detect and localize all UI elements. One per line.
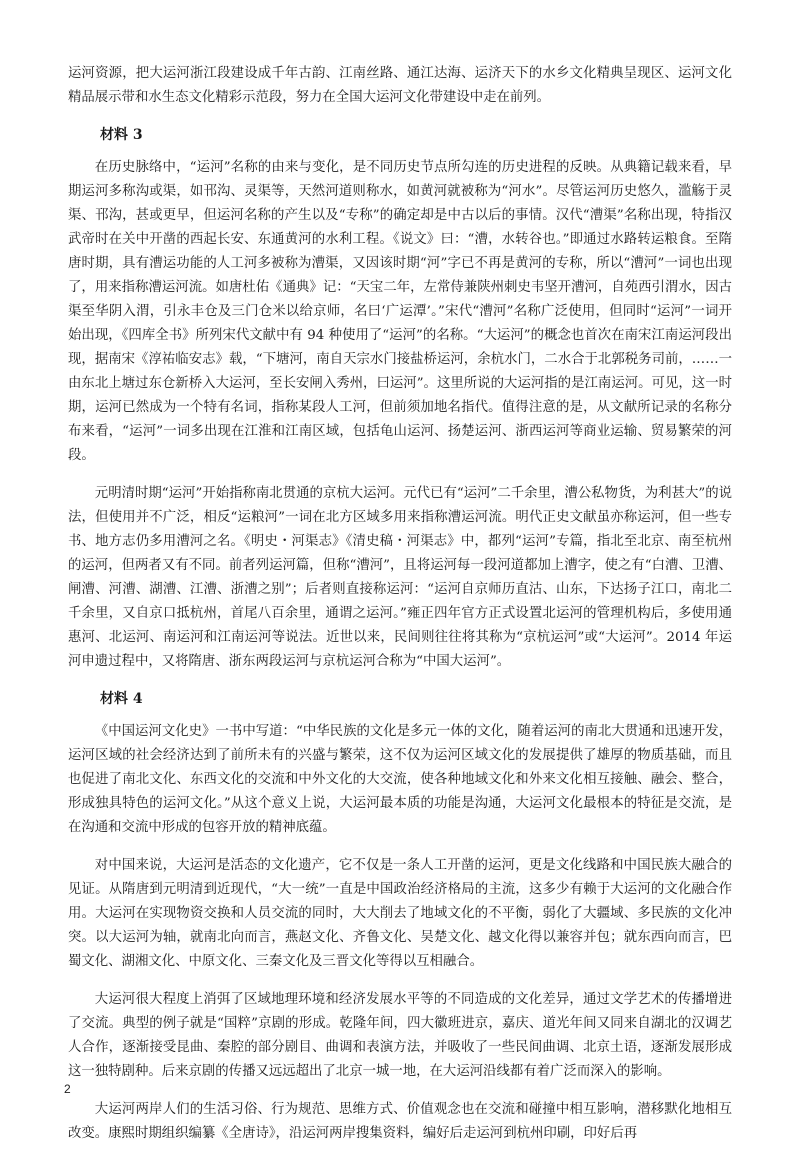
- page-content: [68, 62, 732, 1160]
- material-4-paragraph: 大运河很大程度上消弭了区域地理环境和经济发展水平等的不同造成的文化差异，通过文学艺术的传播增进了交流。典型的例子就是“国粹”京剧的形成。乾隆年间，四大徽班进京，嘉庆、道光年间又同来自湖北的汉调艺人合作，逐渐接受昆曲、秦腔的部分剧目、曲调和表演方法，并吸收了一些民间曲调、北京土语，逐渐发展形成这一独特剧种。后来京剧的传播又远远超出了北京一城一地，在大运河沿线都有着广泛而深入的影响。: [68, 992, 732, 1079]
- material-3-paragraph: 元明清时期“运河”开始指称南北贯通的京杭大运河。元代已有“运河”二千余里，漕公私物货，为利甚大”的说法，但使用并不广泛，相反“运粮河”一词在北方区域多用来指称漕运河流。明代正史文献虽亦称运河，但一些专书、地方志仍多用漕河之名。《明史・河渠志》《清史稿・河渠志》中，都列“运河”专篇，指北至北京、南至杭州的运河，但两者又有不同。前者列运河篇，但称“漕河”，且将运河每一段河道都加上漕字，使之有“白漕、卫漕、闸漕、河漕、湖漕、江漕、浙漕之别”；后者则直接称运河：“运河自京师历直沽、山东，下达扬子江口，南北二千余里，又自京口抵杭州，首尾八百余里，通谓之运河。”雍正四年官方正式设置北运河的管理机构后，多使用通惠河、北运河、南运河和江南运河等说法。近世以来，民间则往往将其称为“京杭运河”或“大运河”。2014 年运河申遗过程中，又将隋唐、浙东两段运河与京杭运河合称为“中国大运河”。: [68, 486, 732, 669]
- material-4-paragraph: 大运河两岸人们的生活习俗、行为规范、思维方式、价值观念也在交流和碰撞中相互影响，潜移默化地相互改变。康熙时期组织编纂《全唐诗》，沿运河两岸搜集资料，编好后走运河到杭州印刷，印好后再: [68, 1102, 732, 1141]
- page-number: 2: [64, 1082, 71, 1096]
- material-3-heading: 材料 3: [100, 127, 143, 143]
- opening-paragraph: 运河资源，把大运河浙江段建设成千年古韵、江南丝路、通江达海、运济天下的水乡文化精典呈现区、运河文化精品展示带和水生态文化精彩示范段，努力在全国大运河文化带建设中走在前列。: [68, 66, 732, 105]
- material-3-paragraph: 在历史脉络中，“运河”名称的由来与变化，是不同历史节点所勾连的历史进程的反映。从典籍记载来看，早期运河多称沟或渠，如邗沟、灵渠等，天然河道则称水，如黄河就被称为“河水”。尽管运河历史悠久，滥觞于灵渠、邗沟，甚或更早，但运河名称的产生以及“专称”的确定却是中古以后的事情。汉代“漕渠”名称出现，特指汉武帝时在关中开凿的西起长安、东通黄河的水利工程。《说文》曰：“漕，水转谷也。”即通过水路转运粮食。至隋唐时期，具有漕运功能的人工河多被称为漕渠，又因该时期“河”字已不再是黄河的专称，所以“漕河”一词也出现了，用来指称漕运河流。如唐杜佑《通典》记：“天宝二年，左常侍兼陕州刺史韦坚开漕河，自苑西引渭水，因古渠至华阴入渭，引永丰仓及三门仓米以给京师，名曰‘广运潭’。”宋代“漕河”名称广泛使用，但同时“运河”一词开始出现，《四库全书》所列宋代文献中有 94 种使用了“运河”的名称。“大运河”的概念也首次在南宋江南运河段出现，据南宋《淳祐临安志》载，“下塘河，南自天宗水门接盐桥运河，余杭水门，二水合于北郭税务司前，……一由东北上塘过东仓新桥入大运河，至长安闸入秀州，曰运河”。这里所说的大运河指的是江南运河。可见，这一时期，运河已然成为一个特有名词，指称某段人工河，但前须加地名指代。值得注意的是，从文献所记录的名称分布来看，“运河”一词多出现在江淮和江南区域，包括龟山运河、扬楚运河、浙西运河等商业运输、贸易繁荣的河段。: [68, 160, 732, 463]
- material-4-paragraph: 《中国运河文化史》一书中写道：“中华民族的文化是多元一体的文化，随着运河的南北大贯通和迅速开发，运河区域的社会经济达到了前所未有的兴盛与繁荣，这不仅为运河区域文化的发展提供了雄厚的物质基础，而且也促进了南北文化、东西文化的交流和中外文化的大交流，使各种地域文化和外来文化相互接触、融会、整合，形成独具特色的运河文化。”从这个意义上说，大运河最本质的功能是沟通，大运河文化最根本的特征是交流，是在沟通和交流中形成的包容开放的精神底蕴。: [68, 724, 732, 835]
- material-4-paragraph: 对中国来说，大运河是活态的文化遗产，它不仅是一条人工开凿的运河，更是文化线路和中国民族大融合的见证。从隋唐到元明清到近现代，“大一统”一直是中国政治经济格局的主流，这多少有赖于大运河的文化融合作用。大运河在实现物资交换和人员交流的同时，大大削去了地域文化的不平衡，弱化了大疆域、多民族的文化冲突。以大运河为轴，就南北向而言，燕赵文化、齐鲁文化、吴楚文化、越文化得以兼容并包；就东西向而言，巴蜀文化、湖湘文化、中原文化、三秦文化及三晋文化等得以互相融合。: [68, 858, 732, 969]
- material-4-heading: 材料 4: [100, 691, 143, 707]
